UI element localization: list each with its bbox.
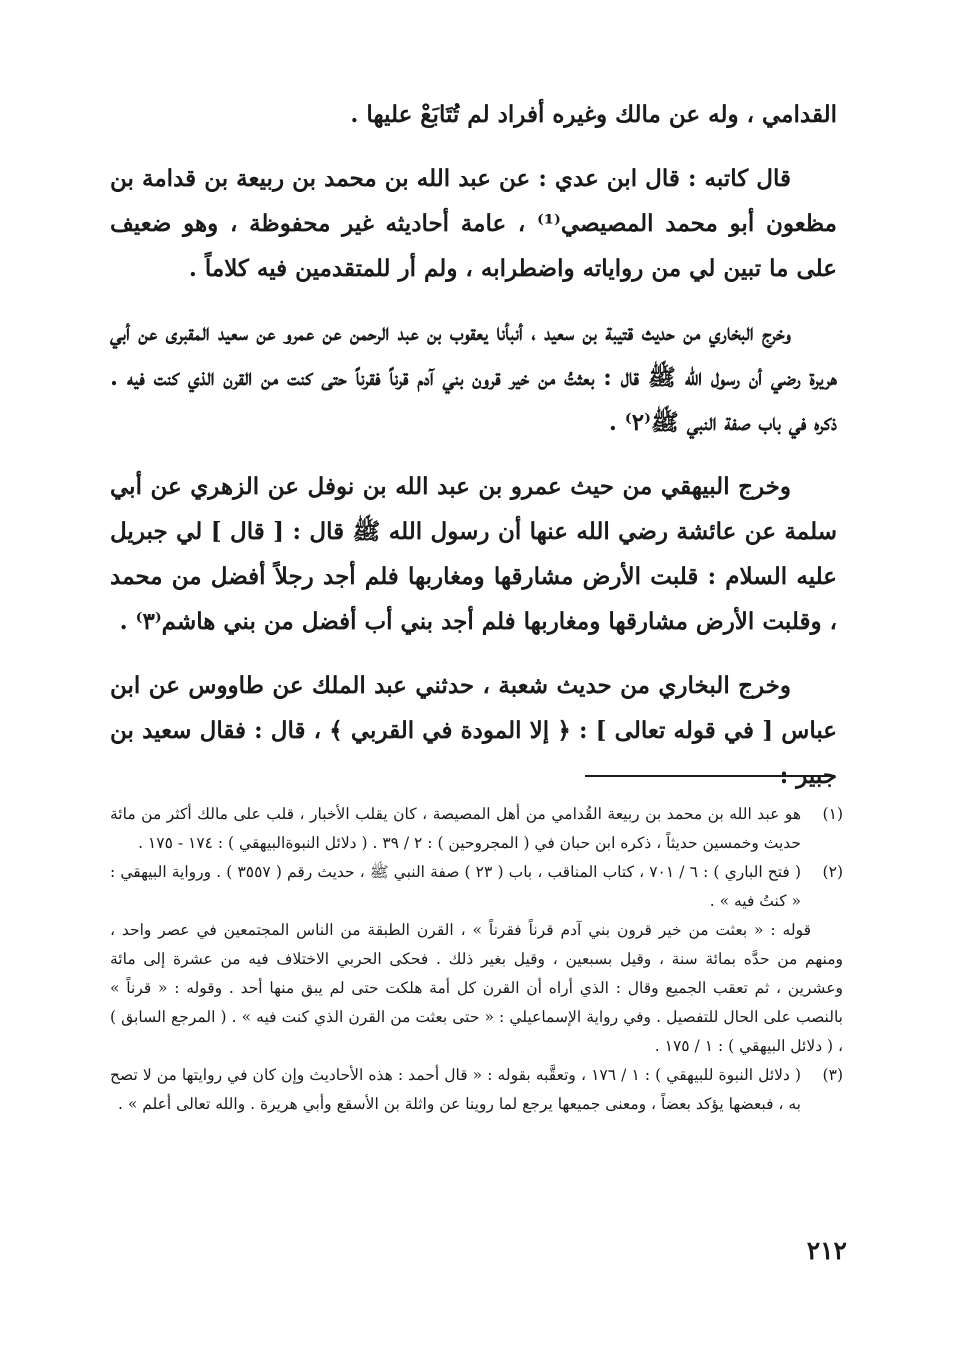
footnote-number: (٢) [822, 863, 843, 881]
footnote-1 [110, 800, 843, 858]
page-number: ٢١٢ [806, 1236, 847, 1265]
footnotes-section [110, 800, 843, 1119]
paragraph-2: قال كاتبه : قال ابن عدي : عن عبد الله بن محمد بن ربيعة بن قدامة بن مظعون أبو محمد المصيصي⁽¹⁾ ، عامة أحاديثه غير محفوظة ، وهو ضعيف على ما تبين لي من رواياته واضطرابه ، ولم أر للمتقدمين فيه كلاماً . [110, 165, 837, 282]
main-text-body [110, 92, 837, 817]
footnote-text: ( دلائل النبوة للبيهقي ) : ١ / ١٧٦ ، وتعقَّبه بقوله : « قال أحمد : هذه الأحاديث وإن كان في روايتها من لا تصح به ، فبعضها يؤكد بعضاً ، ومعنى جميعها يرجع لما روينا عن واثلة بن الأسقع وأبي هريرة . والله تعالى أعلم » . [110, 1066, 802, 1113]
paragraph-4: وخرج البيهقي من حيث عمرو بن عبد الله بن نوفل عن الزهري عن أبي سلمة عن عائشة رضي الله عنها أن رسول الله ﷺ قال : [ قال ] لي جبريل عليه السلام : قلبت الأرض مشارقها ومغاربها فلم أجد رجلاً أفضل من محمد ، وقلبت الأرض مشارقها ومغاربها فلم أجد بني أب أفضل من بني هاشم⁽٣⁾ . [110, 473, 837, 635]
footnote-number: (٣) [822, 1066, 843, 1084]
footnote-2 [110, 858, 843, 916]
footnote-divider [585, 775, 835, 777]
paragraph-3: وخرج البخاري من حديث قتيبة بن سعيد ، أنبأنا يعقوب بن عبد الرحمن عن عمرو عن سعيد المقبرى عن أبي هريرة رضي أن رسول الله ﷺ قال : بعثتُ من خير قرون بني آدم قرناً فقرناً حتى كنت من القرن الذي كنت فيه . ذكره في باب صفة النبي ﷺ⁽٢⁾ . [110, 319, 837, 436]
footnote-text: هو عبد الله بن محمد بن ربيعة القُدامي من أهل المصيصة ، كان يقلب الأخبار ، قلب على مالك أكثر من مائة حديث وخمسين حديثاً ، ذكره ابن حبان في ( المجروحين ) : ٢ / ٣٩ . ( دلائل النبوةالبيهقي ) : ١٧٤ - ١٧٥ . [110, 805, 801, 852]
footnote-3 [110, 1061, 843, 1119]
paragraph-5: وخرج البخاري من حديث شعبة ، حدثني عبد الملك عن طاووس عن ابن عباس [ في قوله تعالى ] : ﴿ إلا المودة في القربي ﴾ ، قال : فقال سعيد بن جبير : [110, 672, 837, 789]
footnote-2-commentary: قوله : « بعثت من خير قرون بني آدم قرناً فقرناً » ، القرن الطبقة من الناس المجتمعين في عصر واحد ، ومنهم من حدَّه بمائة سنة ، وقيل بسبعين ، وقيل بغير ذلك . فحكى الحربي الاختلاف فيه من عشرة إلى مائة وعشرين ، ثم تعقب الجميع وقال : الذي أراه أن القرن كل أمة هلكت حتى لم يبق منها أحد . وقوله : « قرناً » بالنصب على الحال للتفصيل . وفي رواية الإسماعيلي : « حتى بعثت من القرن الذي كنت فيه » . ( المرجع السابق ) ، ( دلائل البيهقي ) : ١ / ١٧٥ . [110, 921, 843, 1055]
footnote-text: ( فتح الباري ) : ٦ / ٧٠١ ، كتاب المناقب ، باب ( ٢٣ ) صفة النبي ﷺ ، حديث رقم ( ٣٥٥٧ ) . ورواية البيهقي : « كنتُ فيه » . [110, 863, 801, 910]
paragraph-1: القدامي ، وله عن مالك وغيره أفراد لم تُتَابَعْ عليها . [350, 101, 837, 128]
footnote-number: (١) [822, 805, 843, 823]
